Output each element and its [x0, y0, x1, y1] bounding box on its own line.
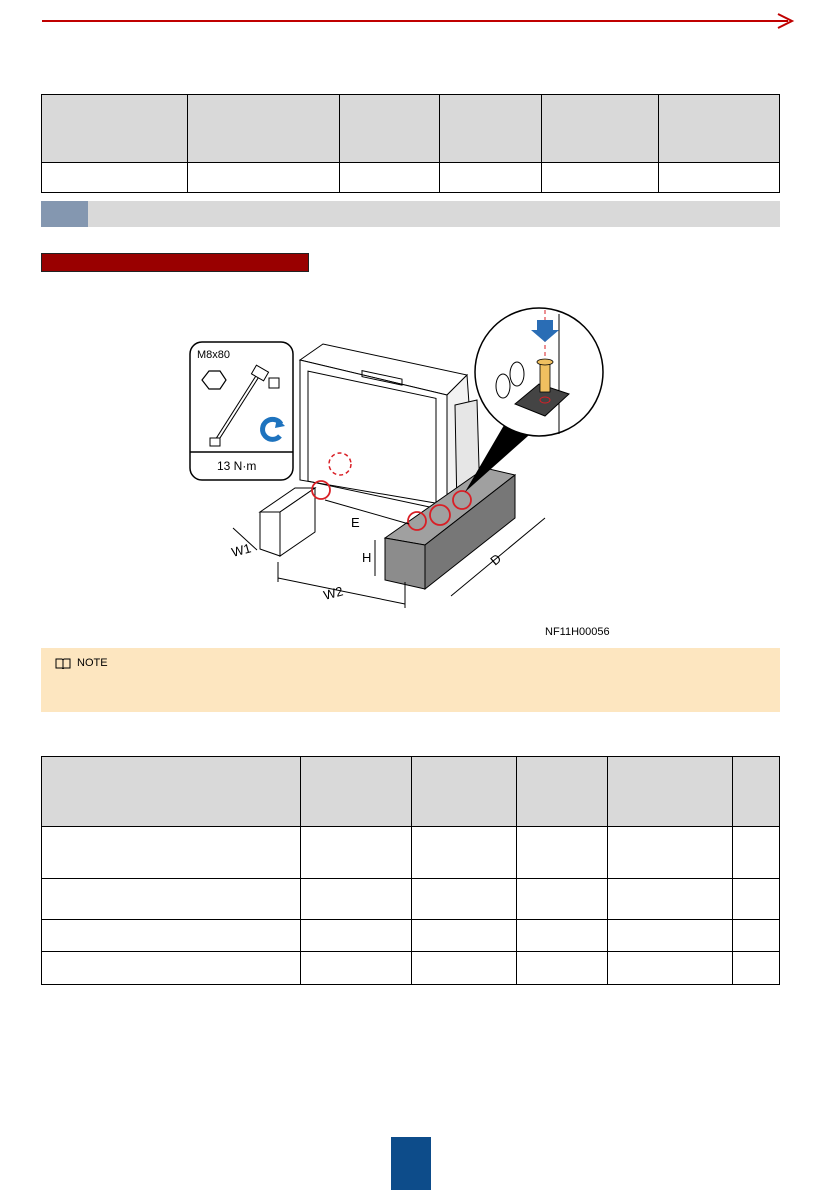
table-header-row — [42, 757, 780, 827]
table-cell — [517, 879, 608, 920]
table-header-cell — [188, 95, 339, 163]
installation-figure — [185, 300, 645, 640]
table-row — [42, 879, 780, 920]
table-row — [42, 952, 780, 985]
table-header-cell — [541, 95, 659, 163]
table-cell — [733, 952, 780, 985]
dim-e-label: E — [351, 515, 360, 530]
table-cell — [517, 827, 608, 879]
top-arrow-line — [40, 12, 800, 30]
table-header-cell — [608, 757, 733, 827]
table-header-cell — [42, 757, 301, 827]
table-cell — [300, 952, 412, 985]
table-cell — [517, 920, 608, 952]
table-cell — [541, 163, 659, 193]
table-cell — [412, 879, 517, 920]
dim-h-label: H — [362, 550, 372, 565]
table-cell — [188, 163, 339, 193]
table-cell — [659, 163, 780, 193]
battery-cabinet — [300, 344, 480, 510]
table-cell — [42, 163, 188, 193]
table-cell — [733, 920, 780, 952]
note-label: NOTE — [77, 657, 108, 669]
table-cell — [440, 163, 542, 193]
table-cell — [339, 163, 440, 193]
table-cell — [42, 952, 301, 985]
step-heading-bar — [41, 253, 309, 272]
table-cell — [733, 879, 780, 920]
table-cell — [42, 879, 301, 920]
table-header-cell — [440, 95, 542, 163]
section-heading-bar — [41, 201, 780, 227]
table-header-cell — [412, 757, 517, 827]
table-header-cell — [300, 757, 412, 827]
figure-code: NF11H00056 — [545, 626, 610, 638]
table-header-cell — [733, 757, 780, 827]
table-header-cell — [517, 757, 608, 827]
table-cell — [733, 827, 780, 879]
table-cell — [608, 952, 733, 985]
note-box — [41, 648, 780, 712]
table-cell — [608, 827, 733, 879]
table-cell — [412, 827, 517, 879]
table-cell — [42, 920, 301, 952]
table-header-cell — [659, 95, 780, 163]
table-cell — [300, 827, 412, 879]
tool-spec-box — [190, 342, 293, 480]
table-row — [42, 163, 780, 193]
table-cell — [412, 952, 517, 985]
table-cell — [412, 920, 517, 952]
dim-w1-label: W1 — [229, 540, 253, 560]
section-number-tab — [41, 201, 88, 227]
left-base-block — [260, 488, 315, 556]
table-row — [42, 920, 780, 952]
table-cell — [608, 879, 733, 920]
book-icon — [55, 657, 71, 669]
table-cell — [517, 952, 608, 985]
table-cell — [608, 920, 733, 952]
table-cell — [42, 827, 301, 879]
table-cell — [300, 920, 412, 952]
page-number-badge — [391, 1137, 431, 1190]
table-header-cell — [42, 95, 188, 163]
dim-w2-label: W2 — [321, 583, 345, 603]
dim-d-label: D — [487, 550, 505, 569]
bolt-spec-label: M8x80 — [197, 349, 231, 361]
torque-value-label: 13 N·m — [217, 459, 257, 473]
spec-table-bottom — [41, 756, 780, 985]
note-header — [55, 657, 108, 669]
zoom-callout — [465, 308, 603, 492]
table-row — [42, 827, 780, 879]
spec-table-top — [41, 94, 780, 193]
table-header-row — [42, 95, 780, 163]
table-header-cell — [339, 95, 440, 163]
table-cell — [300, 879, 412, 920]
